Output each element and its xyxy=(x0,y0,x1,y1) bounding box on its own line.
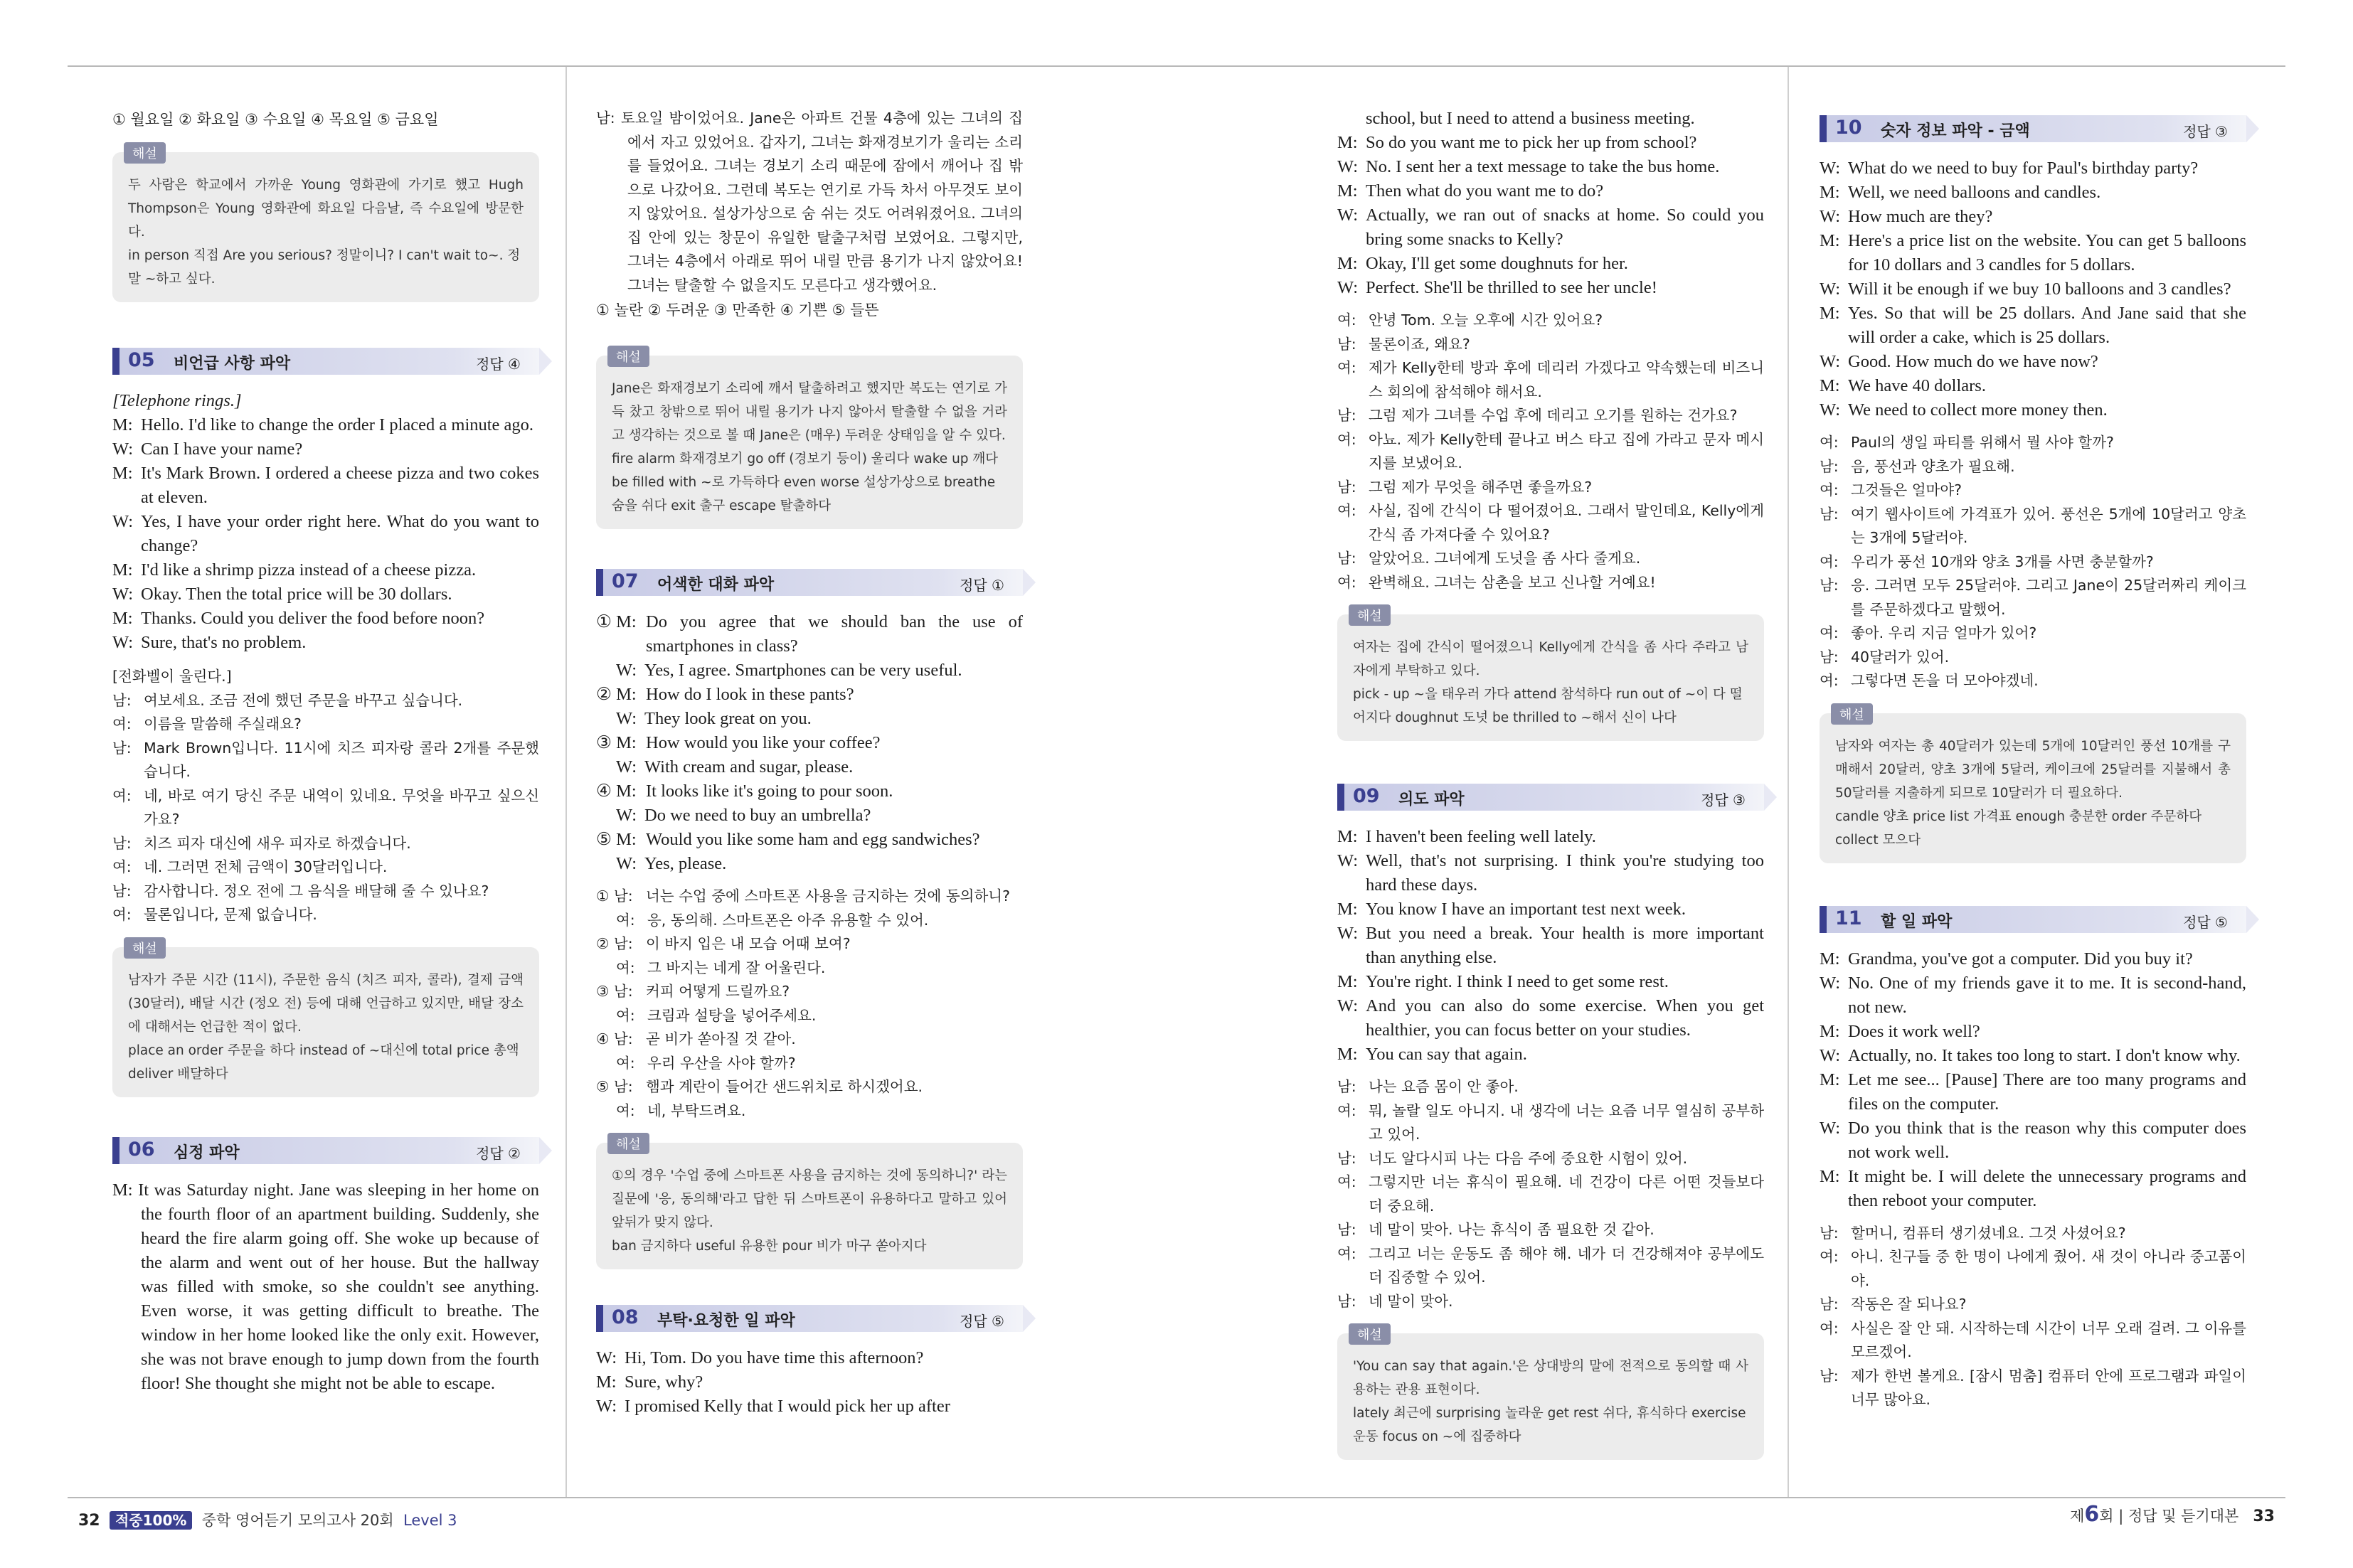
dialogue-english xyxy=(112,413,539,655)
dialogue-line: M: Well, we need balloons and candles. xyxy=(1820,183,2101,202)
dialogue-line: W: Yes, please. xyxy=(616,854,727,873)
dialogue-english xyxy=(1337,825,1764,1067)
section-title: 할 일 파악 xyxy=(1881,912,1953,931)
explanation-tag: 해설 xyxy=(607,346,649,367)
dialogue-line: 여: 좋아. 우리 지금 얼마가 있어? xyxy=(1820,624,2037,641)
stage-direction: [Telephone rings.] xyxy=(112,391,242,410)
dialogue-line: W: Actually, no. It takes too long to start. I don't know why. xyxy=(1820,1045,2241,1065)
dialogue-line: 여: 우리 우산을 사야 할까? xyxy=(616,1054,796,1072)
dialogue-line: 남: 그럼 제가 그녀를 수업 후에 데리고 오기를 원하는 건가요? xyxy=(1337,407,1738,424)
answer-label: 정답 ⑤ xyxy=(2183,913,2228,931)
dialogue-line: 여: 물론입니다, 문제 없습니다. xyxy=(112,906,317,923)
dialogue-line: 여: 안녕 Tom. 오늘 오후에 시간 있어요? xyxy=(1337,311,1603,329)
dialogue-line: W: Hi, Tom. Do you have time this afternoon? xyxy=(596,1348,924,1367)
answer-label: 정답 ① xyxy=(960,577,1004,594)
explanation-tag: 해설 xyxy=(1349,604,1391,626)
top-rule xyxy=(68,65,2285,67)
dialogue-line: 여: 뭐, 놀랄 일도 아니지. 내 생각에 너는 요즘 너무 열심히 공부하고 있어. xyxy=(1337,1102,1764,1143)
dialogue-line: M: Here's a price list on the website. You can get 5 balloons for 10 dollars and 3 candles for 5 dollars. xyxy=(1820,231,2246,274)
dialogue-line: ③ 남: 커피 어떻게 드릴까요? xyxy=(596,983,790,1000)
dialogue-english xyxy=(1337,107,1764,300)
section-number: 07 xyxy=(612,570,639,592)
dialogue-line: M: Yes. So that will be 25 dollars. And Jane said that she will order a cake, which is 25 dollars. xyxy=(1820,304,2246,347)
section-number: 11 xyxy=(1835,907,1862,929)
monologue-korean: 남: 토요일 밤이었어요. Jane은 아파트 건물 4층에 있는 그녀의 집에서 자고 있었어요. 갑자기, 그녀는 화재경보기가 울리는 소리를 들었어요. 그녀는 경보기 소리 때문에 잠에서 깨어나 집 밖으로 나갔어요. 그런데 복도는 연기로 가득 차서 아무것도 보이지 않았어요. 설상가상으로 숨 쉬는 것도 어려워졌어요. 그녀의 집 안에 있는 창문이 유일한 탈출구처럼 보였어요. 그렇지만, 그녀는 4층에서 아래로 뛰어 내릴 만큼 용기가 나지 않았어요! 그녀는 탈출할 수 없을지도 모른다고 생각했어요. xyxy=(596,110,1023,294)
dialogue-line: M: Grandma, you've got a computer. Did you buy it? xyxy=(1820,949,2193,969)
dialogue-line: W: Okay. Then the total price will be 30 dollars. xyxy=(112,585,452,604)
dialogue-line: ⑤ 남: 햄과 계란이 들어간 샌드위치로 하시겠어요. xyxy=(596,1078,923,1095)
dialogue-line: M: Okay, I'll get some doughnuts for her. xyxy=(1337,254,1628,273)
dialogue-line: 여: 그것들은 얼마야? xyxy=(1820,481,1962,498)
section-title: 의도 파악 xyxy=(1398,791,1465,809)
dialogue-line: W: Do we need to buy an umbrella? xyxy=(616,806,871,825)
explanation-text: ①의 경우 '수업 중에 스마트폰 사용을 금지하는 것에 동의하니?' 라는 질문에 '응, 동의해'라고 답한 뒤 스마트폰이 유용하다고 말하고 있어 앞뒤가 맞지 않다. xyxy=(612,1168,1007,1230)
answer-choices: ① 놀란 ② 두려운 ③ 만족한 ④ 기쁜 ⑤ 들뜬 xyxy=(596,302,879,319)
section-header-05 xyxy=(112,348,539,375)
explanation-text: 남자가 주문 시간 (11시), 주문한 음식 (치즈 피자, 콜라), 결제 금액 (30달러), 배달 시간 (정오 전) 등에 대해 언급하고 있지만, 배달 장소에 대해서는 언급한 적이 없다. xyxy=(128,972,524,1035)
explanation-box xyxy=(596,350,1023,529)
dialogue-line: W: How much are they? xyxy=(1820,207,1993,226)
dialogue-line: ② 남: 이 바지 입은 내 모습 어때 보여? xyxy=(596,935,851,952)
explanation-text: Jane은 화재경보기 소리에 깨서 탈출하려고 했지만 복도는 연기로 가득 찼고 창밖으로 뛰어 내릴 용기가 나지 않아서 탈출할 수 없을 거라고 생각하는 것으로 볼 때 Jane은 (매우) 두려운 상태임을 알 수 있다. xyxy=(612,381,1007,443)
dialogue-line: W: Can I have your name? xyxy=(112,439,303,459)
column-2 xyxy=(596,107,1023,1419)
vocab-list: ban 금지하다 useful 유용한 pour 비가 마구 쏟아지다 xyxy=(612,1239,927,1254)
dialogue-line: 여: 응, 동의해. 스마트폰은 아주 유용할 수 있어. xyxy=(616,911,929,929)
dialogue-line: W: Do you think that is the reason why this computer does not work well. xyxy=(1820,1118,2246,1162)
column-4 xyxy=(1820,80,2246,1412)
dialogue-line: W: Will it be enough if we buy 10 balloons and 3 candles? xyxy=(1820,279,2231,299)
vocab-list: place an order 주문을 하다 instead of ~대신에 total price 총액 deliver 배달하다 xyxy=(128,1042,519,1082)
dialogue-line: W: Perfect. She'll be thrilled to see her uncle! xyxy=(1337,278,1657,297)
dialogue-line: M: So do you want me to pick her up from school? xyxy=(1337,133,1697,152)
dialogue-line: W: No. One of my friends gave it to me. It is second-hand, not new. xyxy=(1820,973,2246,1017)
section-title: 부탁·요청한 일 파악 xyxy=(657,1312,795,1330)
dialogue-line: 여: 우리가 풍선 10개와 양초 3개를 사면 충분할까? xyxy=(1820,553,2154,570)
dialogue-line: M: You're right. I think I need to get some rest. xyxy=(1337,972,1669,991)
answer-choices: ① 월요일 ② 화요일 ③ 수요일 ④ 목요일 ⑤ 금요일 xyxy=(112,111,439,128)
explanation-text: 남자와 여자는 총 40달러가 있는데 5개에 10달러인 풍선 10개를 구매해서 20달러, 양초 3개에 5달러, 케이크에 25달러를 지불해서 총 50달러를 지출하게 되므로 10달러가 더 필요하다. xyxy=(1835,738,2231,801)
dialogue-line: ① 남: 너는 수업 중에 스마트폰 사용을 금지하는 것에 동의하니? xyxy=(596,887,1010,905)
dialogue-english xyxy=(1820,947,2246,1213)
section-title: 비언급 사항 파악 xyxy=(174,355,291,373)
dialogue-line: 여: 네, 부탁드려요. xyxy=(616,1102,746,1119)
answer-label: 정답 ② xyxy=(476,1144,521,1162)
answer-label: 정답 ③ xyxy=(1701,791,1746,809)
answer-label: 정답 ⑤ xyxy=(960,1313,1004,1330)
explanation-box xyxy=(1337,609,1764,741)
dialogue-line: 여: 아니. 친구들 중 한 명이 나에게 줬어. 새 것이 아니라 중고품이야. xyxy=(1820,1248,2246,1289)
dialogue-line: ① M: Do you agree that we should ban the use of smartphones in class? xyxy=(596,612,1023,656)
dialogue-line: 여: 이름을 말씀해 주실래요? xyxy=(112,715,302,732)
dialogue-line: 남: 음, 풍선과 양초가 필요해. xyxy=(1820,457,2015,475)
section-header-06 xyxy=(112,1137,539,1164)
monologue-english: M: It was Saturday night. Jane was sleeping in her home on the fourth floor of an apartment building. Suddenly, she heard the fire alarm going off. She woke up because of the alarm and went out of her house. But the hallway was filled with smoke, so she couldn't see anything. Even worse, it was getting difficult to breathe. The window in her home looked like the only exit. However, she was not brave enough to jump down from the fourth floor! She thought she might not be able to escape. xyxy=(112,1180,539,1393)
dialogue-korean xyxy=(112,689,539,927)
explanation-tag: 해설 xyxy=(124,142,166,164)
dialogue-line: M: Hello. I'd like to change the order I placed a minute ago. xyxy=(112,415,534,434)
dialogue-line: 남: 네 말이 맞아. 나는 휴식이 좀 필요한 것 같아. xyxy=(1337,1221,1654,1238)
dialogue-line: W: Actually, we ran out of snacks at home. So could you bring some snacks to Kelly? xyxy=(1337,206,1764,249)
section-header-08 xyxy=(596,1305,1023,1332)
dialogue-line: 여: 그 바지는 네게 잘 어울린다. xyxy=(616,959,826,976)
dialogue-line: 여: 완벽해요. 그녀는 삼촌을 보고 신나할 거예요! xyxy=(1337,573,1656,591)
dialogue-line: W: Good. How much do we have now? xyxy=(1820,352,2098,371)
explanation-text: 두 사람은 학교에서 가까운 Young 영화관에 가기로 했고 Hugh Thompson은 Young 영화관에 화요일 다음날, 즉 수요일에 방문한다. xyxy=(128,178,524,240)
stage-direction-korean: [전화벨이 울린다.] xyxy=(112,668,232,685)
page-number: 33 xyxy=(2253,1508,2275,1525)
dialogue-line: 남: 여기 웹사이트에 가격표가 있어. 풍선은 5개에 10달러고 양초는 3개에 5달러야. xyxy=(1820,505,2246,546)
dialogue-english xyxy=(596,1346,1023,1419)
answer-label: 정답 ④ xyxy=(476,356,521,373)
dialogue-line: M: Thanks. Could you deliver the food before noon? xyxy=(112,609,485,628)
dialogue-line: 여: 크림과 설탕을 넣어주세요. xyxy=(616,1006,817,1024)
dialogue-line: 남: Mark Brown입니다. 11시에 치즈 피자랑 콜라 2개를 주문했습니다. xyxy=(112,739,539,780)
footer-prefix: 제 xyxy=(2070,1508,2085,1525)
dialogue-line: M: You can say that again. xyxy=(1337,1045,1527,1064)
section-number: 09 xyxy=(1353,785,1380,807)
section-number: 08 xyxy=(612,1306,639,1328)
dialogue-line: 남: 여보세요. 조금 전에 했던 주문을 바꾸고 싶습니다. xyxy=(112,691,463,709)
dialogue-line: W: Yes, I have your order right here. What do you want to change? xyxy=(112,512,539,555)
dialogue-line: W: Well, that's not surprising. I think you're studying too hard these days. xyxy=(1337,851,1764,895)
column-1 xyxy=(112,107,539,1396)
dialogue-line: W: And you can also do some exercise. When you get healthier, you can focus better on your studies. xyxy=(1337,996,1764,1040)
bottom-rule xyxy=(68,1497,2285,1498)
dialogue-korean xyxy=(1820,431,2246,693)
dialogue-line: 여: 네. 그러면 전체 금액이 30달러입니다. xyxy=(112,858,388,875)
vocab-list: in person 직접 Are you serious? 정말이니? I can't wait to~. 정말 ~하고 싶다. xyxy=(128,248,521,287)
dialogue-line: W: We need to collect more money then. xyxy=(1820,400,2108,420)
dialogue-line: 남: 나는 요즘 몸이 안 좋아. xyxy=(1337,1078,1519,1095)
dialogue-korean xyxy=(1820,1222,2246,1412)
dialogue-line: ② M: How do I look in these pants? xyxy=(596,685,854,704)
section-title: 어색한 대화 파악 xyxy=(657,576,775,594)
dialogue-line: school, but I need to attend a business meeting. xyxy=(1366,109,1695,128)
explanation-box xyxy=(596,1137,1023,1269)
dialogue-line: 남: 제가 한번 볼게요. [잠시 멈춤] 컴퓨터 안에 프로그램과 파일이 너무 많아요. xyxy=(1820,1367,2246,1408)
dialogue-line: 여: 아뇨. 제가 Kelly한테 끝나고 버스 타고 집에 가라고 문자 메시지를 보냈어요. xyxy=(1337,430,1764,471)
dialogue-line: W: They look great on you. xyxy=(616,709,812,728)
section-number: 06 xyxy=(128,1138,155,1161)
dialogue-line: M: Sure, why? xyxy=(596,1372,703,1392)
section-header-11 xyxy=(1820,906,2246,933)
section-header-07 xyxy=(596,569,1023,596)
dialogue-korean xyxy=(1337,309,1764,594)
dialogue-line: 남: 그럼 제가 무엇을 해주면 좋을까요? xyxy=(1337,478,1593,496)
dialogue-line: M: Let me see... [Pause] There are too many programs and files on the computer. xyxy=(1820,1070,2246,1114)
dialogue-english xyxy=(596,610,1023,876)
section-title: 심정 파악 xyxy=(174,1143,240,1162)
explanation-box xyxy=(1337,1328,1764,1460)
dialogue-line: 여: 그리고 너는 운동도 좀 해야 해. 네가 더 건강해져야 공부에도 더 집중할 수 있어. xyxy=(1337,1244,1764,1286)
footer-section: 회 | 정답 및 듣기대본 xyxy=(2099,1508,2239,1525)
explanation-box xyxy=(112,941,539,1097)
dialogue-line: 여: 그렇다면 돈을 더 모아야겠네. xyxy=(1820,672,2039,689)
dialogue-line: 남: 물론이죠, 왜요? xyxy=(1337,335,1470,353)
vocab-list: fire alarm 화재경보기 go off (경보기 등이) 울리다 wake up 깨다 be filled with ~로 가득하다 even worse 설상가상으로 breathe 숨을 쉬다 exit 출구 escape 탈출하다 xyxy=(612,452,999,513)
dialogue-line: M: It's Mark Brown. I ordered a cheese pizza and two cokes at eleven. xyxy=(112,464,539,507)
dialogue-line: 남: 알았어요. 그녀에게 도넛을 좀 사다 줄게요. xyxy=(1337,550,1641,567)
explanation-tag: 해설 xyxy=(607,1133,649,1154)
dialogue-line: 남: 감사합니다. 정오 전에 그 음식을 배달해 줄 수 있나요? xyxy=(112,882,489,900)
dialogue-line: W: But you need a break. Your health is more important than anything else. xyxy=(1337,924,1764,967)
dialogue-line: W: No. I sent her a text message to take the bus home. xyxy=(1337,157,1720,176)
dialogue-line: 남: 응. 그러면 모두 25달러야. 그리고 Jane이 25달러짜리 케이크를 주문하겠다고 말했어. xyxy=(1820,577,2246,618)
section-number: 10 xyxy=(1835,117,1862,139)
dialogue-line: 여: 사실, 집에 간식이 다 떨어졌어요. 그래서 말인데요, Kelly에게 간식 좀 가져다줄 수 있어요? xyxy=(1337,502,1764,543)
vocab-list: candle 양초 price list 가격표 enough 충분한 order 주문하다 collect 모으다 xyxy=(1835,809,2202,848)
dialogue-line: 남: 너도 알다시피 나는 다음 주에 중요한 시험이 있어. xyxy=(1337,1149,1688,1167)
section-header-10 xyxy=(1820,115,2246,142)
dialogue-line: 여: 사실은 잘 안 돼. 시작하는데 시간이 너무 오래 걸려. 그 이유를 모르겠어. xyxy=(1820,1319,2246,1360)
explanation-text: 'You can say that again.'은 상대방의 말에 전적으로 동의할 때 사용하는 관용 표현이다. xyxy=(1353,1359,1748,1397)
dialogue-line: 여: 그렇지만 너는 휴식이 필요해. 네 건강이 다른 어떤 것들보다 더 중요해. xyxy=(1337,1173,1764,1215)
dialogue-line: M: Then what do you want me to do? xyxy=(1337,181,1604,201)
dialogue-english xyxy=(1820,156,2246,422)
section-title: 숫자 정보 파악 - 금액 xyxy=(1881,122,2030,140)
vocab-list: lately 최근에 surprising 놀라운 get rest 쉬다, 휴식하다 exercise 운동 focus on ~에 집중하다 xyxy=(1353,1406,1746,1444)
column-divider xyxy=(565,67,567,1497)
dialogue-line: 여: 네, 바로 여기 당신 주문 내역이 있네요. 무엇을 바꾸고 싶으신가요? xyxy=(112,786,539,828)
section-number: 05 xyxy=(128,349,155,371)
dialogue-line: M: I'd like a shrimp pizza instead of a cheese pizza. xyxy=(112,560,477,580)
section-header-09 xyxy=(1337,784,1764,811)
dialogue-line: W: What do we need to buy for Paul's birthday party? xyxy=(1820,159,2199,178)
dialogue-line: M: I haven't been feeling well lately. xyxy=(1337,827,1596,846)
footer-left xyxy=(78,1509,457,1530)
dialogue-line: W: I promised Kelly that I would pick her up after xyxy=(596,1397,950,1416)
explanation-tag: 해설 xyxy=(1349,1323,1391,1345)
explanation-text: 여자는 집에 간식이 떨어졌으니 Kelly에게 간식을 좀 사다 주라고 남자에게 부탁하고 있다. xyxy=(1353,640,1748,678)
column-3 xyxy=(1337,107,1764,1468)
dialogue-korean xyxy=(596,885,1023,1123)
dialogue-line: M: We have 40 dollars. xyxy=(1820,376,1986,395)
dialogue-line: M: Does it work well? xyxy=(1820,1021,1980,1041)
dialogue-line: 남: 치즈 피자 대신에 새우 피자로 하겠습니다. xyxy=(112,834,411,852)
explanation-box xyxy=(112,146,539,302)
dialogue-line: ④ 남: 곧 비가 쏟아질 것 같아. xyxy=(596,1030,796,1047)
dialogue-line: 여: 제가 Kelly한테 방과 후에 데리러 가겠다고 약속했는데 비즈니스 회의에 참석해야 해서요. xyxy=(1337,359,1764,400)
book-title: 중학 영어듣기 모의고사 20회 xyxy=(201,1512,394,1529)
series-badge: 적중100% xyxy=(110,1511,192,1530)
dialogue-line: 남: 네 말이 맞아. xyxy=(1337,1292,1453,1310)
column-divider xyxy=(1788,67,1789,1497)
explanation-box xyxy=(1820,707,2246,863)
dialogue-line: M: It might be. I will delete the unnecessary programs and then reboot your computer. xyxy=(1820,1166,2246,1210)
dialogue-line: M: You know I have an important test next week. xyxy=(1337,900,1686,919)
dialogue-line: ④ M: It looks like it's going to pour soon. xyxy=(596,782,893,801)
dialogue-line: W: With cream and sugar, please. xyxy=(616,757,854,777)
page-number: 32 xyxy=(78,1512,100,1530)
explanation-tag: 해설 xyxy=(124,937,166,959)
dialogue-line: 남: 작동은 잘 되나요? xyxy=(1820,1296,1967,1313)
dialogue-line: W: Sure, that's no problem. xyxy=(112,633,307,652)
dialogue-line: 여: Paul의 생일 파티를 위해서 뭘 사야 할까? xyxy=(1820,434,2114,451)
dialogue-line: ③ M: How would you like your coffee? xyxy=(596,733,881,752)
test-number: 6 xyxy=(2084,1502,2100,1527)
dialogue-korean xyxy=(1337,1075,1764,1313)
level-label: Level 3 xyxy=(403,1512,457,1529)
vocab-list: pick - up ~을 태우러 가다 attend 참석하다 run out of ~이 다 떨어지다 doughnut 도넛 be thrilled to ~해서 신이 나다 xyxy=(1353,687,1743,725)
dialogue-line: W: Yes, I agree. Smartphones can be very useful. xyxy=(616,661,962,680)
footer-right xyxy=(2070,1502,2275,1527)
answer-label: 정답 ③ xyxy=(2183,123,2228,140)
explanation-tag: 해설 xyxy=(1831,703,1873,725)
dialogue-line: 남: 할머니, 컴퓨터 생기셨네요. 그것 사셨어요? xyxy=(1820,1224,2126,1242)
dialogue-line: 남: 40달러가 있어. xyxy=(1820,648,1950,666)
dialogue-line: ⑤ M: Would you like some ham and egg sandwiches? xyxy=(596,830,980,849)
